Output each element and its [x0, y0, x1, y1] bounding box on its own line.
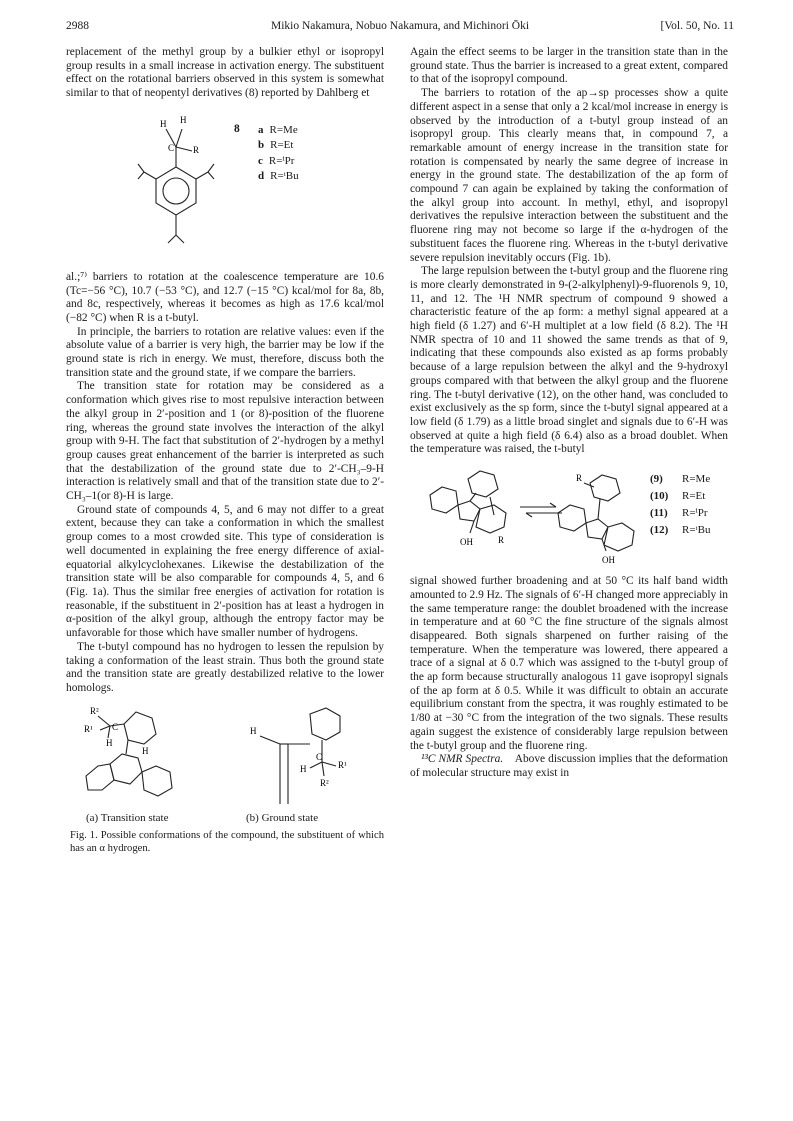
left-column: [66, 46, 384, 855]
equilibrium-drawing: [410, 461, 645, 571]
label-h: H: [300, 763, 307, 774]
paragraph: The transition state for rotation may be considered as a conformation which gives rise to most repulsive interaction between the alkyl group in 2′-position and 1 (or 8)-position of the fluorene ring, whereas the ground state involves the interaction of the alkyl group with 9-H. The fact that substitution of 2′-hydrogen by a methyl group causes great enhancement of the barrier is interpreted as such that the destabilization of the ground state due to 2′-CH₃–9-H interaction is relatively small and that of the transition state due to 2′-CH₃–1(or 8)-H is large.: [66, 380, 384, 503]
paragraph: al.;⁷⁾ barriers to rotation at the coalescence temperature are 10.6 (Tc=−56 °C), 10.7 (−53 °C), and 12.7 (−15 °C) kcal/mol for 8a, 8b, and 8c, respectively, whereas it becomes as high as 17.6 kcal/mol (−82 °C) when R is a t-butyl.: [66, 270, 384, 324]
transition-state-drawing: [76, 704, 186, 809]
compound-number: 8: [234, 122, 240, 135]
label-h: H: [106, 737, 113, 748]
paragraph: Again the effect seems to be larger in the transition state than in the ground state. Thus the barrier is increased to a great extent, compared to that of the isopropyl compound.: [410, 46, 728, 86]
label-r2: R²: [320, 777, 329, 788]
structure-8-figure: [66, 101, 384, 271]
label-c: C: [316, 751, 323, 762]
label-r: R: [193, 144, 200, 155]
ground-state-drawing: [236, 704, 366, 809]
label-r1: R¹: [338, 759, 347, 770]
paragraph: signal showed further broadening and at 50 °C its half band width amounted to 2.9 Hz. The signals of 6′-H changed more appreciably in the same temperature range: the doublet broadened with the increase in temperature and at 60 °C the fine structure of the signals almost disappeared. Both signals sharpened on further raising of the temperature. When the temperature was lowered, there appeared a trace of a signal at δ 0.7 which was assigned to the t-butyl group of the ap form because structurally analogous 11 gave isopropyl signals of the ap form at δ 0.5. While it was difficult to obtain an accurate equilibrium constant from the spectra, it was roughly estimated to be 1/80 at −30 °C from the integration of the two signals. These results again suggest the existence of considerably large repulsion between the t-butyl group and the fluorene ring.: [410, 575, 728, 752]
list-item: (12) R=ᵗBu: [650, 524, 711, 537]
page-number: 2988: [66, 20, 89, 32]
substituent-list: [258, 123, 299, 185]
list-item: d R=ᵗBu: [258, 170, 299, 183]
section-heading: ¹³C NMR Spectra.: [421, 753, 504, 766]
list-item: (9) R=Me: [650, 473, 711, 486]
structures-9-12-figure: [410, 461, 728, 573]
paragraph-text: Above discussion implies that the deformation of molecular structure may exist in: [410, 753, 728, 779]
label-r: R: [576, 473, 583, 484]
paragraph: The large repulsion between the t-butyl group and the fluorene ring is more clearly demonstrated in 9-(2-alkylphenyl)-9-fluorenols 9, 10, 11, and 12. The ¹H NMR spectrum of compound 9 showed a characteristic feature of the ap form: a methyl signal appeared at a high field (δ 1.27) and 6′-H multiplet at a low field (δ 8.2). The ¹H NMR spectra of 10 and 11 showed the same trends as that of 9, indicating that these compounds also existed as ap forms probably because of a large repulsion between the alkyl and the 9-hydroxyl groups compared with that between the alkyl group and the fluorene ring. The t-butyl derivative (12), on the other hand, was concluded to exist exclusively as the sp form, since the t-butyl signal appeared at a low field (δ 1.79) as a little broad singlet and signals due to 6′-H was observed at quite a high field (δ 6.4) also as a broad doublet. When the temperature was raised, the t-butyl: [410, 265, 728, 456]
right-column: [410, 46, 728, 781]
list-item: (11) R=ⁱPr: [650, 507, 708, 520]
page-header: [66, 20, 734, 36]
running-authors: Mikio Nakamura, Nobuo Nakamura, and Michinori Ōki: [270, 20, 530, 32]
label-oh: OH: [602, 555, 615, 566]
label-oh: OH: [460, 537, 473, 548]
paragraph: The t-butyl compound has no hydrogen to lessen the repulsion by taking a conformation of the least strain. Thus both the ground state and the transition state are greatly destabilized relative to the lower homologs.: [66, 640, 384, 694]
substituent-list: [650, 471, 710, 539]
list-item: c R=ⁱPr: [258, 154, 295, 167]
list-item: a R=Me: [258, 123, 298, 136]
label-r1: R¹: [84, 723, 93, 734]
label-h: H: [180, 114, 187, 125]
figure-1: [66, 704, 384, 829]
label-r2: R²: [90, 705, 99, 716]
paragraph: replacement of the methyl group by a bulkier ethyl or isopropyl group results in a small increase in activation energy. The substituent effect on the rotational barriers observed in this system is somewhat similar to that of neopentyl derivatives (8) reported by Dahlberg et: [66, 46, 384, 100]
figure-caption: Fig. 1. Possible conformations of the compound, the substituent of which has an α hydrogen.: [70, 829, 384, 854]
figure-label-b: (b) Ground state: [246, 811, 319, 824]
paragraph: In principle, the barriers to rotation are relative values: even if the absolute value of a barrier is very high, the barrier may be low if the ground state is rich in energy. We must, therefore, discuss both the transition state and the ground state, if we compare the barriers.: [66, 325, 384, 379]
label-c: C: [168, 142, 175, 153]
figure-label-a: (a) Transition state: [86, 811, 169, 824]
list-item: b R=Et: [258, 139, 294, 152]
paragraph: Ground state of compounds 4, 5, and 6 may not differ to a great extent, because they can take a conformation in which the smallest group comes to a most crowded site. This type of consideration is well documented in explaining the free energy difference of axial-equatorial alkylcyclohexanes. Likewise the destabilization of the transition state will be also comparable for compounds 4, 5, and 6 (Fig. 1a). Thus the similar free energies of activation for rotation is reasonable, if the substituent in 2′-position has at least a hydrogen in α-position of the alkyl group, although the entropy factor may be unfavorable for those which have smaller number of hydrogens.: [66, 503, 384, 640]
label-c: C: [112, 721, 119, 732]
volume-info: [Vol. 50, No. 11: [660, 20, 734, 32]
label-h: H: [142, 745, 149, 756]
paragraph: The barriers to rotation of the ap→sp processes show a quite different aspect in a sense that only a 2 kcal/mol increase in energy is observed by the introduction of a t-butyl group instead of an isopropyl group. This clearly means that, in compound 7, a remarkable amount of energy increase in the transition state for rotation is compensated by nearly the same degree of increase in energy in the ground state. The destabilization of the ap form of compound 7 can again be explained by taking the conformation of the alkyl group into account. In methyl, ethyl, and isopropyl derivatives the repulsive interaction between the substituent and the fluorene ring may not become so large if the α-hydrogen of the substituent faces the fluorene ring. Whereas in the t-butyl derivative severe repulsion inevitably occurs (Fig. 1b).: [410, 87, 728, 264]
label-h: H: [250, 725, 257, 736]
structure-8-drawing: [136, 107, 216, 267]
label-r: R: [498, 535, 505, 546]
list-item: (10) R=Et: [650, 490, 706, 503]
paragraph: [410, 753, 728, 780]
label-h: H: [160, 118, 167, 129]
